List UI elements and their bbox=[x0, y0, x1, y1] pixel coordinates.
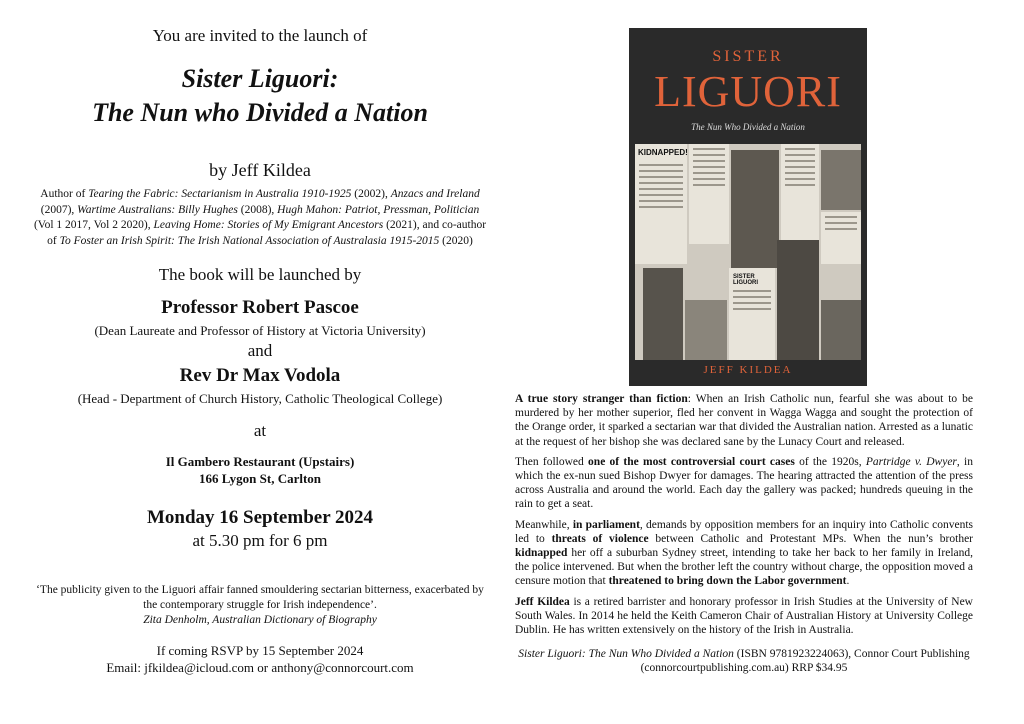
cover-headline-liguori: SISTER LIGUORI bbox=[733, 274, 758, 286]
cover-author: JEFF KILDEA bbox=[703, 364, 793, 376]
text-run: A true story stranger than fiction bbox=[515, 393, 688, 405]
author-bio bbox=[30, 187, 490, 249]
text-run: kidnapped bbox=[515, 547, 568, 560]
text-run: (2007), bbox=[40, 203, 78, 216]
rsvp-deadline: If coming RSVP by 15 September 2024 bbox=[156, 643, 364, 658]
text-run: her off a suburban Sydney street, intending to take her back to her family in Ireland, the police intervened. But when the brother left the country without charge, the opposition moved a censure motion that bbox=[515, 547, 973, 588]
invitation-intro: You are invited to the launch of bbox=[152, 26, 368, 45]
cover-headline-kidnapped: KIDNAPPED! bbox=[638, 148, 688, 157]
event-time: at 5.30 pm for 6 pm bbox=[192, 531, 328, 550]
venue-address: 166 Lygon St, Carlton bbox=[198, 471, 322, 486]
cover-subtitle: The Nun Who Divided a Nation bbox=[691, 122, 805, 132]
newspaper-clipping bbox=[689, 144, 729, 244]
text-run: of the 1920s, bbox=[794, 455, 866, 468]
invitation-panel bbox=[30, 20, 490, 676]
text-run: (2008), bbox=[237, 203, 278, 216]
launched-by: The book will be launched by bbox=[158, 265, 362, 284]
byline: by Jeff Kildea bbox=[209, 160, 311, 180]
text-run: Wartime Australians: Billy Hughes bbox=[77, 203, 238, 216]
text-run: To Foster an Irish Spirit: The Irish National Association of Australasia 1915-2015 bbox=[59, 234, 440, 247]
portrait-photo bbox=[821, 300, 861, 360]
quote bbox=[30, 583, 490, 628]
text-run: (2002), bbox=[351, 188, 391, 200]
quote-text: ‘The publicity given to the Liguori affair fanned smouldering sectarian bitterness, exacerbated by the contemporary struggle for Irish independence’. bbox=[36, 584, 484, 611]
speaker2-name: Rev Dr Max Vodola bbox=[179, 365, 341, 386]
description-paragraph bbox=[515, 518, 973, 589]
book-title-line1: Sister Liguori: bbox=[181, 64, 339, 93]
text-run: Leaving Home: Stories of My Emigrant Ancestors bbox=[153, 219, 384, 231]
text-run: , in which the ex-nun sued Bishop Dwyer for damages. The hearing attracted the attention of the press across Australia and around the world. Each day the gallery was packed; hundreds queuing in the rain to get a seat. bbox=[515, 455, 974, 511]
speaker1-role: (Dean Laureate and Professor of History at Victoria University) bbox=[94, 323, 426, 338]
speaker1-name: Professor Robert Pascoe bbox=[161, 297, 359, 318]
portrait-photo bbox=[777, 240, 819, 360]
text-run: , demands by opposition members for an inquiry into Catholic convents led to bbox=[515, 518, 974, 545]
text-run: Sister Liguori: The Nun Who Divided a Nation bbox=[518, 648, 734, 661]
text-run: in parliament bbox=[572, 518, 640, 531]
at-text: at bbox=[253, 421, 267, 440]
portrait-photo bbox=[643, 268, 683, 360]
description-paragraph bbox=[515, 392, 973, 449]
book-cover-image bbox=[629, 28, 867, 386]
cover-title-liguori: LIGUORI bbox=[654, 67, 842, 116]
text-run: (Vol 1 2017, Vol 2 2020), bbox=[33, 219, 154, 231]
portrait-photo bbox=[685, 300, 727, 360]
newspaper-clipping bbox=[821, 212, 861, 264]
book-title-line2: The Nun who Divided a Nation bbox=[92, 98, 428, 127]
description-panel bbox=[515, 392, 973, 682]
text-run: Partridge v. Dwyer bbox=[865, 455, 957, 468]
description-paragraph bbox=[515, 455, 973, 512]
text-run: Meanwhile, bbox=[515, 518, 573, 531]
rsvp bbox=[30, 642, 490, 676]
text-run: between Catholic and Protestant MPs. When the nun’s brother bbox=[648, 532, 973, 545]
description-paragraph bbox=[515, 595, 973, 638]
text-run: (2020) bbox=[439, 234, 473, 247]
text-run: . bbox=[846, 575, 850, 588]
text-run: (2021), and co-author of bbox=[47, 219, 487, 247]
speaker2-role: (Head - Department of Church History, Catholic Theological College) bbox=[77, 391, 443, 406]
text-run: Author of bbox=[40, 188, 89, 200]
rsvp-email: Email: jfkildea@icloud.com or anthony@connorcourt.com bbox=[106, 660, 414, 675]
text-run: (ISBN 9781923224063), Connor Court Publishing (connorcourtpublishing.com.au) RRP $34.95 bbox=[640, 648, 970, 675]
text-run: Then followed bbox=[515, 455, 589, 468]
book-title bbox=[30, 62, 490, 130]
text-run: Tearing the Fabric: Sectarianism in Australia 1910-1925 bbox=[88, 188, 352, 200]
newspaper-clipping bbox=[635, 144, 687, 264]
event-date: Monday 16 September 2024 bbox=[146, 507, 374, 528]
cover-collage bbox=[635, 144, 861, 360]
text-run: threats of violence bbox=[551, 532, 649, 545]
text-run: Hugh Mahon: Patriot, Pressman, Politician bbox=[277, 203, 480, 216]
text-run: threatened to bring down the Labor government bbox=[608, 575, 847, 588]
text-run: one of the most controversial court cases bbox=[588, 455, 795, 468]
venue bbox=[30, 453, 490, 487]
text-run: Jeff Kildea bbox=[515, 595, 570, 608]
publication-details bbox=[515, 647, 973, 675]
portrait-photo bbox=[821, 150, 861, 210]
and-text: and bbox=[247, 341, 273, 360]
text-run: : When an Irish Catholic nun, fearful she was about to be murdered by her mother superior, fled her convent in Wagga Wagga and sought the protection of the Orange order, it sparked a sectarian war that divided the Australian nation. Arrested as a lunatic at the request of her bishop she was declared sane by the Lunacy Court and released. bbox=[515, 393, 973, 448]
venue-name: Il Gambero Restaurant (Upstairs) bbox=[165, 454, 355, 469]
newspaper-clipping bbox=[729, 268, 775, 360]
cover-title-sister: SISTER bbox=[712, 48, 784, 65]
description-text bbox=[515, 392, 973, 637]
portrait-photo bbox=[731, 150, 779, 268]
text-run: is a retired barrister and honorary professor in Irish Studies at the University of New South Wales. In 2014 he held the Keith Cameron Chair of Australian History at University College Dublin. He has written extensively on the history of the Irish in Australia. bbox=[515, 595, 973, 637]
quote-attribution: Zita Denholm, Australian Dictionary of Biography bbox=[143, 614, 377, 626]
text-run: Anzacs and Ireland bbox=[390, 188, 480, 200]
